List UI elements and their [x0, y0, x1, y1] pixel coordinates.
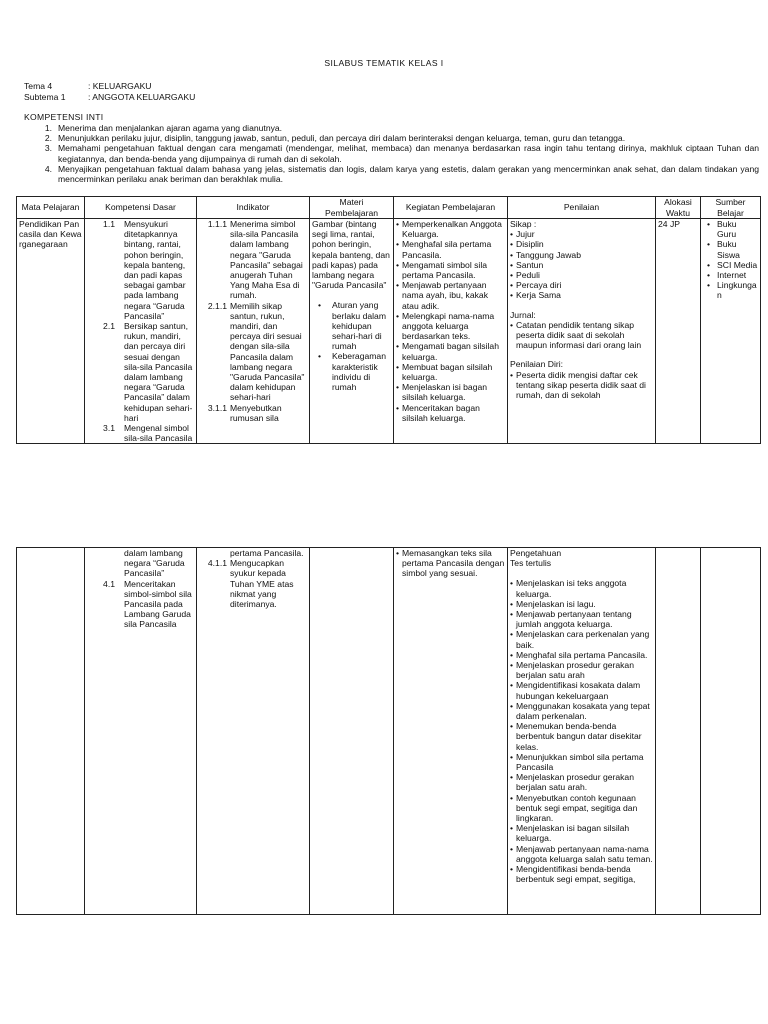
- list-item-text: Menunjukkan simbol sila pertama Pancasila: [516, 751, 644, 773]
- list-item: • Menjawab pertanyaan nama ayah, ibu, kakak atau adik.: [396, 280, 505, 311]
- competence-number: 3.1: [103, 423, 115, 434]
- list-item-text: Menjelaskan prosedur gerakan berjalan satu arah: [516, 660, 634, 681]
- list-item: • Peduli: [510, 270, 653, 280]
- material-cell: [310, 219, 394, 444]
- list-item: • Mengidentifikasi benda-benda berbentuk segi empat, segitiga,: [510, 864, 653, 884]
- table-header-row: [17, 197, 761, 219]
- list-item-text: Disiplin: [516, 239, 544, 250]
- list-item-text: Keberagaman karakteristik individu di rumah: [332, 351, 386, 393]
- list-item: • Mengidentifikasi kosakata dalam hubungan kekeluargaan: [510, 680, 653, 700]
- subject-cell: [17, 548, 85, 915]
- attitude-heading: Sikap :: [510, 219, 537, 229]
- list-item-text: Catatan pendidik tentang sikap peserta didik saat di sekolah maupun informasi dari orang lain: [516, 319, 642, 351]
- item-number: 4.: [44, 163, 52, 174]
- indicator-number: 3.1.1: [207, 402, 227, 413]
- list-item: • Menjelaskan isi teks anggota keluarga.: [510, 578, 653, 598]
- list-item: • Lingkungan: [707, 280, 757, 301]
- journal-heading: Jurnal:: [510, 309, 536, 320]
- indicator-number: 1.1.1: [207, 219, 227, 229]
- subtheme-label: Subtema 1: [24, 91, 66, 102]
- list-item: • Peserta didik mengisi daftar cek tentang sikap peserta didik saat di rumah, dan di sekolah: [510, 370, 653, 401]
- list-item-text: Peduli: [516, 270, 540, 281]
- list-item: • Mengamati simbol sila pertama Pancasila.: [396, 260, 505, 280]
- competence-number: 2.1: [103, 321, 115, 332]
- list-item-text: SCI Media: [717, 259, 758, 270]
- list-item-text: Buku Guru: [717, 219, 737, 240]
- list-item-text: Melengkapi nama-nama anggota keluarga berdasarkan teks.: [402, 310, 495, 342]
- list-item-text: Mengidentifikasi benda-benda berbentuk segi empat, segitiga,: [516, 864, 636, 885]
- list-item-text: Menjawab pertanyaan nama-nama anggota keluarga salah satu teman.: [516, 843, 653, 864]
- header-activities: Kegiatan Pembelajaran: [394, 197, 508, 219]
- list-item: • Menjelaskan cara perkenalan yang baik.: [510, 629, 653, 649]
- list-item-text: Menghafal sila pertama Pancasila.: [402, 239, 492, 260]
- indicator-text: pertama Pancasila.: [230, 548, 304, 558]
- indicator-item: [199, 219, 307, 301]
- list-item: • Menjelaskan isi lagu.: [510, 599, 653, 609]
- theme-info: [24, 81, 195, 102]
- list-item: • Memperkenalkan Anggota Keluarga.: [396, 219, 505, 239]
- self-assessment-list: [510, 370, 653, 401]
- assessment-cell: [508, 219, 656, 444]
- list-item: • Menjawab pertanyaan tentang jumlah anggota keluarga.: [510, 609, 653, 629]
- list-item-text: Menceritakan bagan silsilah keluarga.: [402, 402, 480, 423]
- list-item-text: Kerja Sama: [516, 290, 561, 301]
- item-number: 1.: [44, 123, 52, 133]
- knowledge-heading: Pengetahuan: [510, 548, 562, 558]
- core-competence-list: [24, 123, 759, 184]
- list-item-text: Menghafal sila pertama Pancasila.: [516, 649, 648, 660]
- list-item: • Santun: [510, 260, 653, 270]
- theme-label: Tema 4: [24, 81, 53, 91]
- list-item-text: Menggunakan kosakata yang tepat dalam perkenalan.: [516, 700, 650, 722]
- core-competence-heading: KOMPETENSI INTI: [24, 112, 104, 122]
- indicator-item: [199, 558, 307, 609]
- list-item: • Menceritakan bagan silsilah keluarga.: [396, 403, 505, 423]
- material-cell: [310, 548, 394, 915]
- list-item: • Menjelaskan isi bagan silsilah keluarga.: [510, 823, 653, 843]
- list-item: • Buku Siswa: [707, 239, 758, 259]
- header-basic-competence: Kompetensi Dasar: [85, 197, 197, 219]
- written-test-heading: Tes tertulis: [510, 558, 552, 569]
- header-assessment: Penilaian: [508, 197, 656, 219]
- time-cell: [656, 219, 701, 444]
- competence-text: Mensyukuri ditetapkannya bintang, rantai, pohon beringin, kepala banteng, dan padi kapas sebagai gambar pada lambang negara “Garuda Pancasila”: [124, 219, 186, 321]
- subtheme-row: [24, 92, 195, 103]
- list-item-text: Mengamati simbol sila pertama Pancasila.: [402, 259, 488, 281]
- list-item: • Menjelaskan prosedur gerakan berjalan satu arah: [510, 660, 653, 680]
- list-item: • Disiplin: [510, 239, 653, 249]
- item-text: Menerima dan menjalankan ajaran agama yang dianutnya.: [58, 123, 283, 133]
- list-item-text: Tanggung Jawab: [516, 249, 581, 260]
- theme-row: [24, 81, 195, 92]
- theme-value: : KELUARGAKU: [88, 81, 152, 91]
- list-item: • Tanggung Jawab: [510, 250, 653, 260]
- list-item: • Menjelaskan isi bagan silsilah keluarga.: [396, 382, 505, 402]
- list-item-text: Peserta didik mengisi daftar cek tentang sikap peserta didik saat di rumah, dan di sekolah: [516, 369, 646, 401]
- table-row: [17, 219, 761, 444]
- list-item-text: Menjelaskan isi lagu.: [516, 598, 596, 609]
- list-item: • Menjelaskan prosedur gerakan berjalan satu arah.: [510, 772, 653, 792]
- list-item: • Menghafal sila pertama Pancasila.: [510, 650, 653, 660]
- list-item-text: Buku Siswa: [717, 239, 740, 260]
- list-item-text: Lingkungan: [717, 280, 757, 301]
- list-item-text: Mengamati bagan silsilah keluarga.: [402, 341, 499, 362]
- self-assessment-heading: Penilaian Diri:: [510, 359, 564, 370]
- indicator-number: 4.1.1: [207, 558, 227, 569]
- header-material: Materi Pembelajaran: [310, 197, 394, 219]
- list-item-text: Memperkenalkan Anggota Keluarga.: [402, 219, 502, 240]
- list-item: • Menggunakan kosakata yang tepat dalam perkenalan.: [510, 701, 653, 721]
- list-item: • Jujur: [510, 229, 653, 239]
- time-value: 24 JP: [658, 219, 680, 229]
- sources-cell: [701, 219, 761, 444]
- list-item-text: Percaya diri: [516, 280, 562, 291]
- list-item-text: Membuat bagan silsilah keluarga.: [402, 361, 493, 383]
- competence-number: 4.1: [103, 578, 115, 589]
- item-number: 3.: [44, 143, 52, 154]
- list-item-text: Menjawab pertanyaan nama ayah, ibu, kakak atau adik.: [402, 280, 488, 311]
- indicator-continuation: [199, 548, 307, 558]
- attitude-list: [510, 229, 653, 300]
- list-item: • Menyebutkan contoh kegunaan bentuk segi empat, segitiga dan lingkaran.: [510, 793, 653, 824]
- list-item-text: Menemukan benda-benda berbentuk bangun datar disekitar kelas.: [516, 721, 642, 752]
- competence-text: Menceritakan simbol-simbol sila Pancasila pada Lambang Garuda sila Pancasila: [124, 578, 192, 630]
- core-competence-item: [24, 133, 759, 143]
- activities-list: [396, 219, 505, 423]
- competence-text: Mengenal simbol sila-sila Pancasila: [124, 423, 193, 444]
- subject-cell: [17, 219, 85, 444]
- header-indicator: Indikator: [197, 197, 310, 219]
- list-item-text: Menjelaskan prosedur gerakan berjalan satu arah.: [516, 772, 634, 793]
- competence-item: [87, 321, 194, 423]
- core-competence-item: [24, 164, 759, 184]
- list-item-text: Menjelaskan isi bagan silsilah keluarga.: [516, 823, 630, 844]
- list-item: • Melengkapi nama-nama anggota keluarga berdasarkan teks.: [396, 311, 505, 342]
- list-item: • Kerja Sama: [510, 290, 653, 300]
- basic-competence-cell: [85, 219, 197, 444]
- syllabus-table-continued: [16, 547, 761, 915]
- list-item-text: Mengidentifikasi kosakata dalam hubungan kekeluargaan: [516, 680, 641, 701]
- activities-list: [396, 548, 505, 579]
- list-item: • SCI Media: [707, 259, 758, 270]
- list-item-text: Menjelaskan isi bagan silsilah keluarga.: [402, 382, 488, 403]
- indicator-item: [199, 403, 307, 423]
- assessment-cell: [508, 548, 656, 915]
- competence-item: [87, 219, 194, 321]
- header-time: Alokasi Waktu: [656, 197, 701, 219]
- header-subject: Mata Pelajaran: [17, 197, 85, 219]
- activities-cell: [394, 548, 508, 915]
- competence-item: [87, 423, 194, 443]
- competence-text: Bersikap santun, rukun, mandiri, dan percaya diri sesuai dengan sila-sila Pancasila dalam lambang negara “Garuda Pancasila” dalam kehidupan sehari-hari: [124, 321, 193, 423]
- list-item: • Aturan yang berlaku dalam kehidupan sehari-hari di rumah: [312, 300, 391, 351]
- list-item: • Mengamati bagan silsilah keluarga.: [396, 341, 505, 361]
- core-competence-item: [24, 123, 759, 133]
- list-item: • Menjawab pertanyaan nama-nama anggota keluarga salah satu teman.: [510, 843, 653, 864]
- journal-list: [510, 320, 653, 351]
- list-item: • Menunjukkan simbol sila pertama Pancasila: [510, 752, 653, 772]
- list-item-text: Menjelaskan isi teks anggota keluarga.: [516, 578, 627, 599]
- item-text: Menunjukkan perilaku jujur, disiplin, tanggung jawab, santun, peduli, dan percaya diri dalam berinteraksi dengan keluarga, teman, guru dan tetangga.: [58, 133, 626, 144]
- competence-continuation: [87, 548, 194, 579]
- indicator-text: Menyebutkan rumusan sila: [230, 402, 282, 423]
- sources-list: [703, 219, 758, 301]
- list-item: • Buku Guru: [707, 219, 758, 239]
- list-item-text: Memasangkan teks sila pertama Pancasila dengan simbol yang sesuai.: [402, 548, 505, 579]
- item-text: Menyajikan pengetahuan faktual dalam bahasa yang jelas, sistematis dan logis, dalam karya yang estetis, dalam gerakan yang mencerminkan anak sehat, dan dalam tindakan yang mencerminkan perilaku anak beriman dan berakhlak mulia.: [58, 163, 759, 185]
- competence-item: [87, 579, 194, 630]
- list-item-text: Menjelaskan cara perkenalan yang baik.: [516, 629, 650, 650]
- indicator-item: [199, 301, 307, 403]
- list-item: • Percaya diri: [510, 280, 653, 290]
- list-item-text: Aturan yang berlaku dalam kehidupan sehari-hari di rumah: [332, 300, 386, 352]
- list-item: • Catatan pendidik tentang sikap peserta didik saat di sekolah maupun informasi dari orang lain: [510, 320, 653, 351]
- list-item-text: Internet: [717, 270, 747, 281]
- indicator-cell: [197, 548, 310, 915]
- list-item: • Membuat bagan silsilah keluarga.: [396, 362, 505, 382]
- list-item-text: Santun: [516, 259, 544, 270]
- indicator-cell: [197, 219, 310, 444]
- list-item: • Memasangkan teks sila pertama Pancasila dengan simbol yang sesuai.: [396, 548, 505, 579]
- syllabus-table: [16, 196, 761, 444]
- list-item: • Menemukan benda-benda berbentuk bangun datar disekitar kelas.: [510, 721, 653, 752]
- list-item: • Keberagaman karakteristik individu di rumah: [312, 351, 391, 392]
- subtheme-value: : ANGGOTA KELUARGAKU: [88, 91, 196, 102]
- list-item-text: Menyebutkan contoh kegunaan bentuk segi empat, segitiga dan lingkaran.: [516, 792, 638, 824]
- sources-cell: [701, 548, 761, 915]
- competence-number: 1.1: [103, 219, 115, 229]
- knowledge-list: [510, 578, 653, 884]
- core-competence-item: [24, 143, 759, 163]
- basic-competence-cell: [85, 548, 197, 915]
- material-list: [312, 300, 391, 392]
- indicator-text: Menerima simbol sila-sila Pancasila dalam lambang negara "Garuda Pancasila" sebagai anugerah Tuhan Yang Maha Esa di rumah.: [230, 219, 303, 301]
- list-item: • Menghafal sila pertama Pancasila.: [396, 239, 505, 259]
- competence-text: dalam lambang negara “Garuda Pancasila”: [124, 548, 185, 579]
- subject-text: Pendidikan Pancasila dan Kewarganegaraan: [19, 219, 82, 250]
- document-title: SILABUS TEMATIK KELAS I: [324, 58, 444, 68]
- indicator-text: Memilih sikap santun, rukun, mandiri, dan percaya diri sesuai dengan sila-sila Pancasila dalam lambang negara "Garuda Pancasila" dalam kehidupan sehari-hari: [230, 300, 305, 403]
- time-cell: [656, 548, 701, 915]
- item-number: 2.: [44, 133, 52, 144]
- activities-cell: [394, 219, 508, 444]
- list-item-text: Menjawab pertanyaan tentang jumlah anggota keluarga.: [516, 609, 632, 630]
- list-item-text: Jujur: [516, 229, 535, 240]
- item-text: Memahami pengetahuan faktual dengan cara mengamati (mendengar, melihat, membaca) dan menanya berdasarkan rasa ingin tahu tentang dirinya, makhluk ciptaan Tuhan dan kegiatannya, dan benda-benda yang dijumpainya di rumah dan di sekolah.: [58, 143, 759, 164]
- indicator-text: Mengucapkan syukur kepada Tuhan YME atas nikmat yang diterimanya.: [230, 558, 294, 610]
- table-row: [17, 548, 761, 915]
- list-item: • Internet: [707, 270, 758, 280]
- indicator-number: 2.1.1: [207, 300, 227, 311]
- header-sources: Sumber Belajar: [701, 197, 761, 219]
- material-intro: Gambar (bintang segi lima, rantai, pohon beringin, kepala banteng, dan padi kapas) pada lambang negara "Garuda Pancasila": [312, 219, 390, 291]
